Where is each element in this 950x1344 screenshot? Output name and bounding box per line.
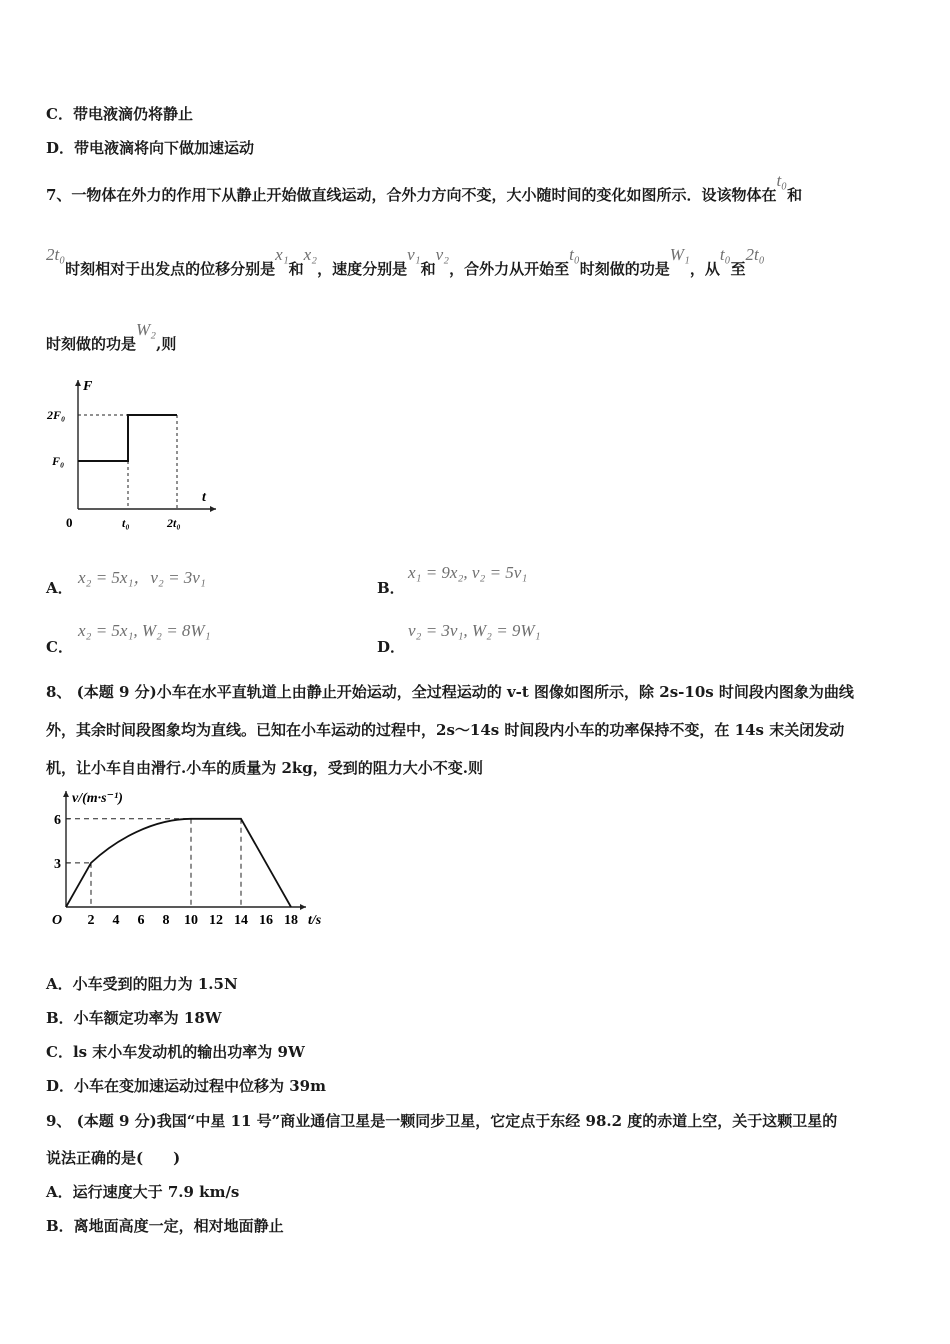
prev-option-c: C．带电液滴仍将静止 [46, 105, 193, 123]
prev-option-d: D．带电液滴将向下做加速运动 [46, 139, 255, 157]
q7-text: ，速度分别是 [317, 260, 408, 278]
q7-text: ，从 [689, 260, 720, 278]
q8-option-b[interactable]: B．小车额定功率为 18W [46, 1009, 222, 1027]
q9-line2: 说法正确的是( ) [46, 1149, 181, 1167]
q7-text: 和 [288, 260, 304, 278]
q7-option-d-math: v₂ = 3v₁, W₂ = 9W₁ [408, 621, 541, 640]
x-tick-label: t₀ [122, 516, 130, 530]
q7-line2 [46, 245, 765, 279]
y-tick-label: F₀ [52, 454, 65, 468]
q7-line3-text: 时刻做的功是 [46, 335, 137, 353]
q8-line1: 8、 (本题 9 分)小车在水平直轨道上由静止开始运动，全过程运动的 v-t 图像如图所示，除 2s-10s 时间段内图象为曲线 [46, 683, 854, 701]
y-axis-arrow [75, 380, 81, 386]
q9-option-a[interactable]: A．运行速度大于 7.9 km/s [46, 1183, 240, 1201]
x-tick-label: 18 [284, 913, 298, 928]
q7-text: 至 [730, 260, 746, 278]
q7-math-t0: t₀ [776, 171, 788, 190]
q7-line3 [46, 320, 177, 354]
q7-text: 时刻相对于出发点的位移分别是 [65, 260, 276, 278]
q7-math-x2: x₂ [303, 245, 318, 264]
q7-text: ，合外力从开始至 [449, 260, 570, 278]
q9-option-b[interactable]: B．离地面高度一定，相对地面静止 [46, 1217, 284, 1235]
q9-line1: 9、 (本题 9 分)我国“中星 11 号”商业通信卫星是一颗同步卫星，它定点于东经 98.2 度的赤道上空，关于这颗卫星的 [46, 1112, 838, 1130]
q7-option-b-label[interactable]: B． [377, 579, 405, 597]
q8-option-a[interactable]: A．小车受到的阻力为 1.5N [46, 975, 238, 993]
q8-line3: 机，让小车自由滑行.小车的质量为 2kg，受到的阻力大小不变.则 [46, 759, 483, 777]
q7-line1-text: 7、一物体在外力的作用下从静止开始做直线运动，合外力方向不变，大小随时间的变化如图所示．设该物体在 [46, 186, 777, 204]
q7-option-c-label[interactable]: C． [46, 638, 73, 656]
x-axis-label: t [202, 490, 206, 505]
velocity-time-chart [44, 785, 344, 935]
q7-option-c-math: x₂ = 5x₁, W₂ = 8W₁ [78, 621, 211, 640]
q7-math-w2: W₂ [136, 320, 157, 339]
y-tick-label: 6 [54, 812, 61, 828]
origin-label: 0 [66, 515, 73, 530]
x-tick-label: 6 [137, 913, 145, 928]
q8-option-c[interactable]: C．ls 末小车发动机的输出功率为 9W [46, 1043, 305, 1061]
x-tick-label: 2 [87, 913, 95, 928]
y-tick-label: 2F₀ [47, 408, 66, 422]
q7-text: 和 [420, 260, 436, 278]
q7-line1 [46, 171, 803, 205]
q7-math-t0b: t₀ [569, 245, 580, 264]
x-tick-label: 10 [184, 913, 198, 928]
q8-option-d[interactable]: D．小车在变加速运动过程中位移为 39m [46, 1077, 326, 1095]
x-axis-arrow [300, 904, 306, 910]
q7-math-t0c: t₀ [719, 245, 731, 264]
origin-label: O [52, 913, 63, 928]
x-axis-arrow [210, 506, 216, 512]
q7-math-w1: W₁ [669, 245, 690, 264]
q7-option-a-label[interactable]: A． [46, 579, 73, 597]
q7-math-v2: v₂ [435, 245, 450, 264]
x-tick-label: 12 [209, 913, 223, 928]
y-axis-label: F [83, 379, 93, 394]
y-axis-arrow [63, 791, 69, 797]
q7-text: 时刻做的功是 [579, 260, 670, 278]
q7-option-a-math: x₂ = 5x₁，v₂ = 3v₁ [78, 568, 206, 587]
q7-line1-end: 和 [787, 186, 803, 204]
x-tick-label: 16 [259, 913, 273, 928]
q7-line3-end: ,则 [156, 335, 177, 353]
x-tick-label: 4 [112, 913, 120, 928]
y-axis-label: v/(m·s⁻¹) [72, 791, 123, 806]
x-tick-label: 14 [234, 913, 248, 928]
x-tick-label: 8 [162, 913, 170, 928]
x-axis-label: t/s [308, 913, 322, 928]
q7-math-2t0b: 2t₀ [745, 245, 765, 264]
q7-option-d-label[interactable]: D． [377, 638, 406, 656]
force-series-line [78, 415, 177, 461]
q7-math-2t0: 2t₀ [46, 245, 66, 264]
q7-math-x1: x₁ [275, 245, 289, 264]
x-tick-label: 2t₀ [167, 516, 181, 530]
q7-math-v1: v₁ [407, 245, 421, 264]
force-time-chart [44, 374, 224, 534]
velocity-series-line [66, 819, 291, 907]
q8-line2: 外，其余时间段图象均为直线。已知在小车运动的过程中，2s～14s 时间段内小车的功率保持不变，在 14s 末关闭发动 [46, 721, 845, 739]
q7-option-b-math: x₁ = 9x₂, v₂ = 5v₁ [408, 563, 528, 582]
y-tick-label: 3 [54, 856, 61, 872]
